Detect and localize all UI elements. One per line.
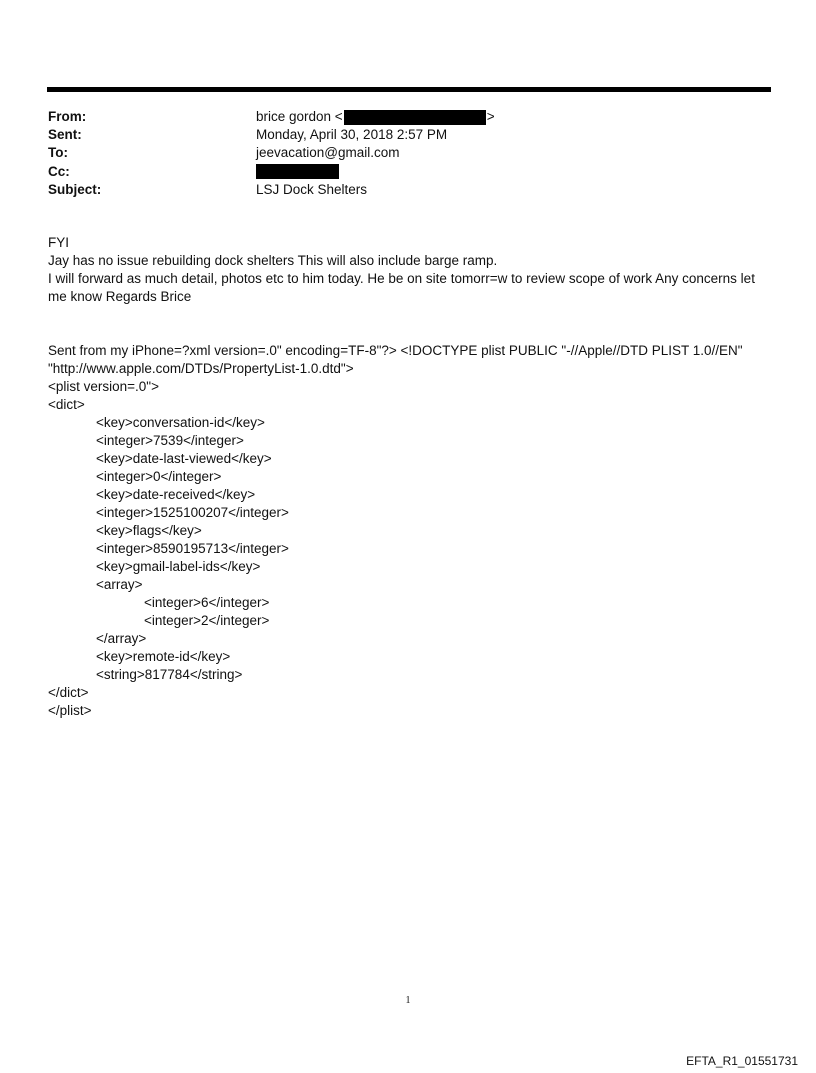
redacted-cc (256, 164, 339, 179)
cc-value (256, 164, 768, 179)
to-label: To: (48, 145, 68, 161)
signature-block (48, 342, 773, 720)
plist-close-line: </plist> (48, 703, 92, 718)
plist-entry: <key>flags</key> (96, 523, 202, 538)
body-line-jay: Jay has no issue rebuilding dock shelters This will also include barge ramp. (48, 253, 498, 268)
plist-entry: <key>date-received</key> (96, 487, 256, 502)
email-header (48, 108, 768, 199)
sig-line-1: "http://www.apple.com/DTDs/PropertyList-1.0.dtd"> (48, 361, 354, 376)
from-row (48, 108, 768, 126)
to-value: jeevacation@gmail.com (256, 145, 400, 161)
plist-entry: <array> (96, 577, 143, 592)
sig-line-0: Sent from my iPhone=?xml version=.0" encoding=TF-8"?> <!DOCTYPE plist PUBLIC "-//Apple//DTD PLIST 1.0//EN" (48, 343, 743, 358)
redacted-email (344, 110, 486, 125)
header-rule (47, 87, 771, 92)
plist-entry: <key>remote-id</key> (96, 649, 231, 664)
from-value (256, 108, 768, 126)
plist-entry: <key>date-last-viewed</key> (96, 451, 272, 466)
plist-array-entry: <integer>6</integer> (144, 595, 270, 610)
dict-close-line: </dict> (48, 685, 89, 700)
to-row (48, 144, 768, 162)
plist-entry: <string>817784</string> (96, 667, 243, 682)
plist-entry: <integer>8590195713</integer> (96, 541, 289, 556)
plist-entry: <integer>0</integer> (96, 469, 222, 484)
plist-entry: <key>gmail-label-ids</key> (96, 559, 261, 574)
cc-row (48, 163, 768, 181)
plist-entry: </array> (96, 631, 147, 646)
from-label: From: (48, 109, 87, 124)
plist-line: <plist version=.0"> (48, 379, 159, 394)
cc-label: Cc: (48, 163, 70, 179)
subject-label: Subject: (48, 181, 102, 197)
body-line-forward: I will forward as much detail, photos etc to him today. He be on site tomorr=w to review scope of work Any concerns let me know Regards Brice (48, 271, 755, 304)
from-name: brice gordon < (256, 109, 343, 124)
dict-open-line: <dict> (48, 397, 85, 412)
page-number: 1 (405, 995, 411, 1006)
sent-label: Sent: (48, 127, 82, 143)
plist-entry: <key>conversation-id</key> (96, 415, 265, 430)
subject-value: LSJ Dock Shelters (256, 181, 368, 197)
body-line-fyi: FYI (48, 235, 70, 250)
plist-entry: <integer>7539</integer> (96, 433, 244, 448)
sent-value: Monday, April 30, 2018 2:57 PM (256, 127, 448, 143)
plist-entry: <integer>1525100207</integer> (96, 505, 289, 520)
email-body (48, 234, 773, 306)
plist-array-entry: <integer>2</integer> (144, 613, 270, 628)
sent-row (48, 126, 768, 144)
subject-row (48, 181, 768, 199)
bates-number: EFTA_R1_01551731 (686, 1054, 798, 1068)
from-close: > (486, 109, 495, 124)
